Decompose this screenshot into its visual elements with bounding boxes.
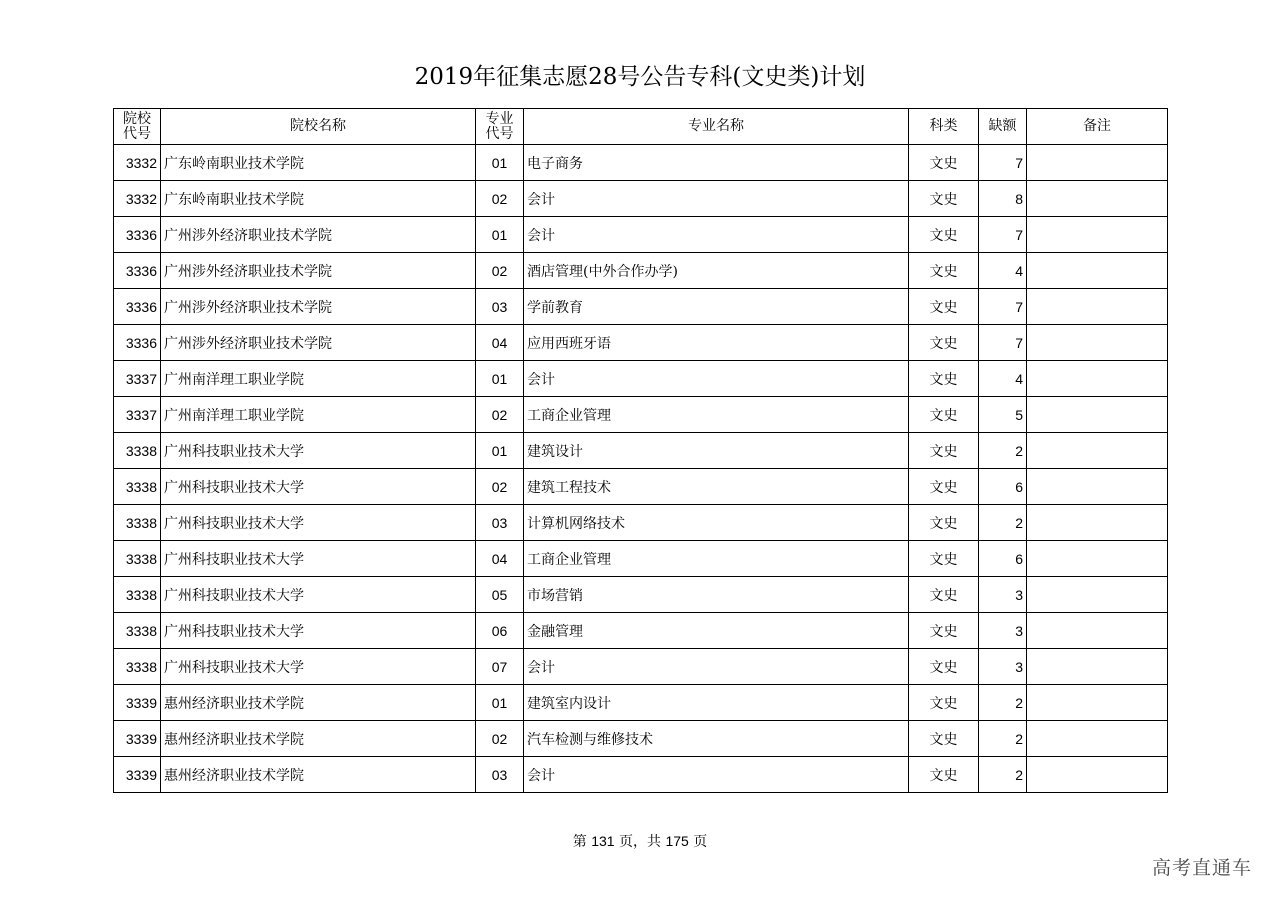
cell-school-name: 广州科技职业技术大学 (161, 505, 476, 541)
cell-major-name: 会计 (524, 757, 909, 793)
cell-major-name: 学前教育 (524, 289, 909, 325)
cell-school-code: 3338 (114, 613, 161, 649)
cell-major-name: 市场营销 (524, 577, 909, 613)
header-major-name: 专业名称 (524, 109, 909, 145)
cell-school-name: 惠州经济职业技术学院 (161, 685, 476, 721)
cell-school-code: 3332 (114, 181, 161, 217)
cell-category: 文史 (909, 721, 979, 757)
table-row (114, 757, 1168, 793)
cell-vacancy: 5 (979, 397, 1027, 433)
table-row (114, 397, 1168, 433)
cell-major-name: 酒店管理(中外合作办学) (524, 253, 909, 289)
cell-category: 文史 (909, 577, 979, 613)
header-vacancy: 缺额 (979, 109, 1027, 145)
cell-remarks (1027, 541, 1168, 577)
cell-category: 文史 (909, 397, 979, 433)
cell-school-code: 3339 (114, 757, 161, 793)
cell-major-code: 01 (476, 433, 524, 469)
plan-table-body (114, 145, 1168, 793)
footer-prefix: 第 (572, 834, 592, 850)
cell-major-name: 会计 (524, 217, 909, 253)
cell-category: 文史 (909, 469, 979, 505)
cell-school-code: 3338 (114, 469, 161, 505)
cell-major-name: 会计 (524, 649, 909, 685)
table-row (114, 685, 1168, 721)
cell-major-name: 工商企业管理 (524, 397, 909, 433)
footer-middle: 页，共 (614, 834, 666, 850)
cell-vacancy: 2 (979, 721, 1027, 757)
cell-school-name: 广东岭南职业技术学院 (161, 145, 476, 181)
cell-major-code: 01 (476, 217, 524, 253)
cell-school-name: 广州科技职业技术大学 (161, 469, 476, 505)
cell-vacancy: 7 (979, 325, 1027, 361)
cell-major-code: 01 (476, 145, 524, 181)
cell-category: 文史 (909, 145, 979, 181)
cell-major-code: 02 (476, 469, 524, 505)
cell-remarks (1027, 577, 1168, 613)
cell-school-code: 3337 (114, 361, 161, 397)
cell-remarks (1027, 433, 1168, 469)
cell-remarks (1027, 145, 1168, 181)
cell-vacancy: 2 (979, 433, 1027, 469)
cell-vacancy: 7 (979, 289, 1027, 325)
cell-school-code: 3338 (114, 541, 161, 577)
cell-major-code: 06 (476, 613, 524, 649)
table-row (114, 577, 1168, 613)
cell-vacancy: 2 (979, 685, 1027, 721)
cell-category: 文史 (909, 181, 979, 217)
cell-school-name: 广州涉外经济职业技术学院 (161, 253, 476, 289)
cell-vacancy: 3 (979, 577, 1027, 613)
cell-school-name: 惠州经济职业技术学院 (161, 721, 476, 757)
cell-remarks (1027, 685, 1168, 721)
footer-total-pages: 175 (665, 833, 689, 849)
table-row (114, 649, 1168, 685)
cell-major-code: 03 (476, 757, 524, 793)
cell-major-code: 04 (476, 325, 524, 361)
table-row (114, 289, 1168, 325)
cell-vacancy: 6 (979, 541, 1027, 577)
cell-major-name: 建筑设计 (524, 433, 909, 469)
cell-school-code: 3338 (114, 433, 161, 469)
header-school-code-line2: 代号 (123, 125, 151, 142)
cell-vacancy: 3 (979, 613, 1027, 649)
cell-major-code: 02 (476, 397, 524, 433)
table-row (114, 505, 1168, 541)
cell-major-code: 03 (476, 505, 524, 541)
cell-category: 文史 (909, 505, 979, 541)
cell-major-code: 02 (476, 253, 524, 289)
cell-category: 文史 (909, 433, 979, 469)
cell-vacancy: 7 (979, 217, 1027, 253)
header-category: 科类 (909, 109, 979, 145)
table-row (114, 217, 1168, 253)
cell-remarks (1027, 361, 1168, 397)
cell-category: 文史 (909, 757, 979, 793)
cell-major-code: 02 (476, 181, 524, 217)
cell-major-name: 工商企业管理 (524, 541, 909, 577)
cell-category: 文史 (909, 217, 979, 253)
page-title: 2019年征集志愿28号公告专科(文史类)计划 (414, 64, 866, 90)
header-major-code-line2: 代号 (485, 125, 514, 142)
cell-vacancy: 2 (979, 505, 1027, 541)
table-row (114, 721, 1168, 757)
cell-category: 文史 (909, 649, 979, 685)
header-remarks: 备注 (1027, 109, 1168, 145)
cell-school-code: 3338 (114, 577, 161, 613)
header-school-code-line1: 院校 (123, 110, 151, 127)
cell-vacancy: 2 (979, 757, 1027, 793)
table-row (114, 145, 1168, 181)
cell-category: 文史 (909, 361, 979, 397)
cell-major-code: 05 (476, 577, 524, 613)
table-row (114, 181, 1168, 217)
cell-school-name: 广州涉外经济职业技术学院 (161, 217, 476, 253)
plan-table (113, 108, 1168, 793)
cell-major-code: 07 (476, 649, 524, 685)
cell-vacancy: 6 (979, 469, 1027, 505)
cell-remarks (1027, 649, 1168, 685)
cell-major-name: 汽车检测与维修技术 (524, 721, 909, 757)
cell-major-code: 01 (476, 685, 524, 721)
cell-category: 文史 (909, 289, 979, 325)
cell-school-code: 3336 (114, 253, 161, 289)
cell-category: 文史 (909, 541, 979, 577)
cell-remarks (1027, 181, 1168, 217)
cell-remarks (1027, 289, 1168, 325)
cell-major-code: 02 (476, 721, 524, 757)
cell-school-name: 惠州经济职业技术学院 (161, 757, 476, 793)
table-row (114, 325, 1168, 361)
table-row (114, 253, 1168, 289)
cell-remarks (1027, 469, 1168, 505)
cell-major-name: 计算机网络技术 (524, 505, 909, 541)
header-major-code-line1: 专业 (485, 110, 514, 127)
cell-school-name: 广州南洋理工职业学院 (161, 397, 476, 433)
table-row (114, 613, 1168, 649)
cell-school-code: 3332 (114, 145, 161, 181)
cell-school-name: 广州涉外经济职业技术学院 (161, 325, 476, 361)
cell-major-name: 会计 (524, 181, 909, 217)
cell-school-code: 3336 (114, 217, 161, 253)
cell-school-code: 3336 (114, 325, 161, 361)
cell-school-name: 广州科技职业技术大学 (161, 577, 476, 613)
cell-major-code: 04 (476, 541, 524, 577)
cell-major-name: 建筑室内设计 (524, 685, 909, 721)
cell-remarks (1027, 721, 1168, 757)
cell-school-name: 广州科技职业技术大学 (161, 649, 476, 685)
cell-remarks (1027, 757, 1168, 793)
cell-vacancy: 4 (979, 253, 1027, 289)
header-school-code (114, 109, 161, 145)
cell-category: 文史 (909, 613, 979, 649)
cell-major-code: 03 (476, 289, 524, 325)
cell-vacancy: 7 (979, 145, 1027, 181)
header-school-name: 院校名称 (161, 109, 476, 145)
cell-school-name: 广东岭南职业技术学院 (161, 181, 476, 217)
cell-school-code: 3336 (114, 289, 161, 325)
cell-category: 文史 (909, 325, 979, 361)
cell-remarks (1027, 505, 1168, 541)
cell-major-name: 会计 (524, 361, 909, 397)
footer-suffix: 页 (688, 834, 708, 850)
cell-major-name: 建筑工程技术 (524, 469, 909, 505)
header-major-code (476, 109, 524, 145)
cell-major-name: 应用西班牙语 (524, 325, 909, 361)
cell-vacancy: 3 (979, 649, 1027, 685)
cell-major-code: 01 (476, 361, 524, 397)
footer-page-number: 131 (591, 833, 615, 849)
cell-remarks (1027, 325, 1168, 361)
cell-school-code: 3338 (114, 649, 161, 685)
table-row (114, 361, 1168, 397)
cell-category: 文史 (909, 685, 979, 721)
cell-remarks (1027, 217, 1168, 253)
cell-school-code: 3339 (114, 721, 161, 757)
cell-remarks (1027, 613, 1168, 649)
cell-category: 文史 (909, 253, 979, 289)
cell-vacancy: 8 (979, 181, 1027, 217)
cell-school-code: 3337 (114, 397, 161, 433)
watermark: 高考直通车 (1151, 857, 1252, 879)
cell-school-code: 3339 (114, 685, 161, 721)
table-row (114, 433, 1168, 469)
cell-school-name: 广州科技职业技术大学 (161, 541, 476, 577)
table-header-row (114, 109, 1168, 145)
table-row (114, 469, 1168, 505)
cell-major-name: 电子商务 (524, 145, 909, 181)
cell-school-name: 广州南洋理工职业学院 (161, 361, 476, 397)
cell-vacancy: 4 (979, 361, 1027, 397)
cell-major-name: 金融管理 (524, 613, 909, 649)
cell-school-code: 3338 (114, 505, 161, 541)
cell-remarks (1027, 397, 1168, 433)
table-row (114, 541, 1168, 577)
cell-remarks (1027, 253, 1168, 289)
cell-school-name: 广州涉外经济职业技术学院 (161, 289, 476, 325)
page-footer (0, 831, 1280, 851)
cell-school-name: 广州科技职业技术大学 (161, 433, 476, 469)
cell-school-name: 广州科技职业技术大学 (161, 613, 476, 649)
